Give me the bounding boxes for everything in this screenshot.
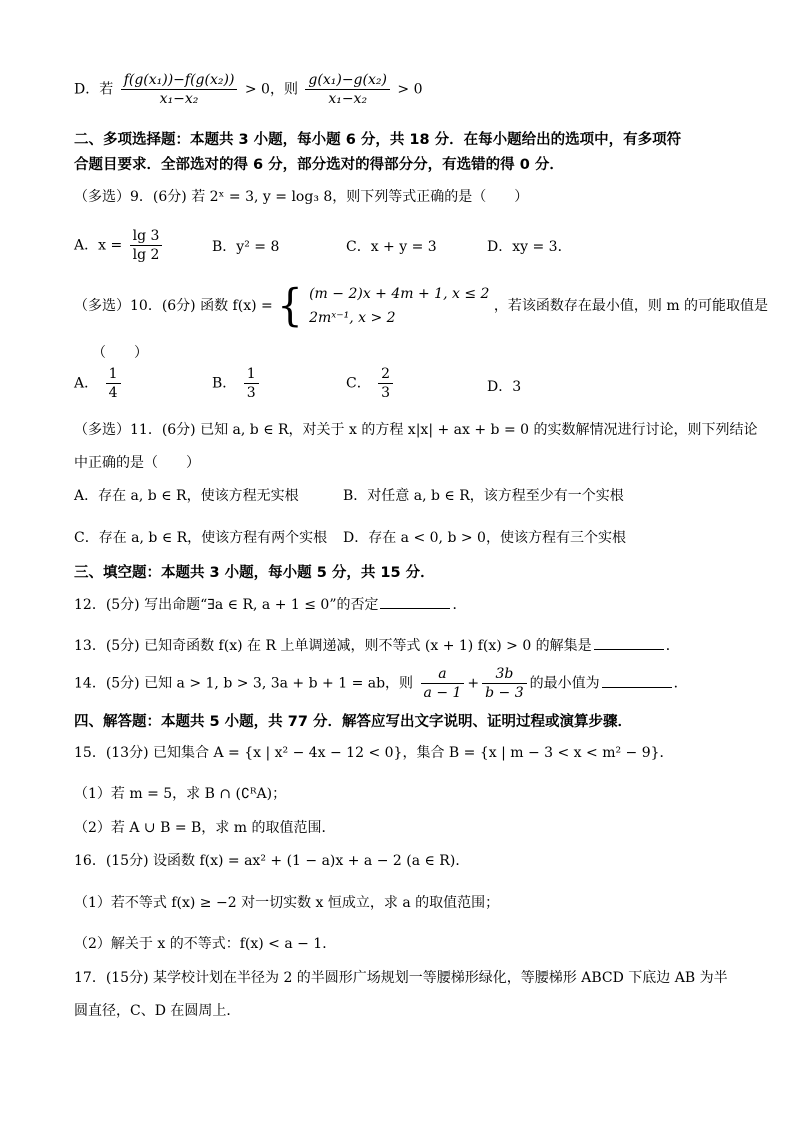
q11-option-a: A．存在 a, b ∈ R，使该方程无实根: [74, 488, 299, 504]
q11-stem-line2: 中正确的是（ ）: [74, 455, 200, 471]
piecewise-cases: (m − 2)x + 4m + 1, x ≤ 2 2mˣ⁻¹, x > 2: [309, 286, 490, 326]
answer-blank: [380, 608, 450, 609]
section3-heading: 三、填空题：本题共 3 小题，每小题 5 分，共 15 分．: [74, 565, 435, 581]
q10-option-a-fraction: $\frac{1}{4}$: [106, 366, 121, 401]
q15-part2: （2）若 A ∪ B = B，求 m 的取值范围．: [74, 820, 336, 836]
q8-fraction-left: $\frac{\text{f(g(x₁))−f(g(x₂))}}{\text{x₁−x₂}}$: [121, 72, 238, 107]
q11-option-c: C．存在 a, b ∈ R，使该方程有两个实根: [74, 530, 328, 546]
section2-heading-line2: 合题目要求．全部选对的得 6 分，部分选对的得部分分，有选错的得 0 分．: [74, 157, 564, 173]
q16-part2: （2）解关于 x 的不等式：f(x) < a − 1．: [74, 936, 337, 952]
q9-option-a-fraction: $\frac{\lg 3}{\lg 2}$: [130, 228, 163, 263]
q9-stem: （多选）9．(6分) 若 2ˣ = 3, y = log₃ 8，则下列等式正确的是（ ）: [74, 189, 529, 205]
q10-option-c-fraction: $\frac{2}{3}$: [378, 366, 393, 401]
answer-blank: [594, 649, 664, 650]
q11-option-b: B．对任意 a, b ∈ R，该方程至少有一个实根: [343, 488, 624, 504]
q16-stem: 16．(15分) 设函数 f(x) = ax² + (1 − a)x + a − 2 (a ∈ R)．: [74, 853, 470, 869]
q15-stem: 15．(13分) 已知集合 A = {x | x² − 4x − 12 < 0}，集合 B = {x | m − 3 < x < m² − 9}．: [74, 745, 674, 761]
q9-option-c: C．x + y = 3: [346, 239, 437, 255]
piecewise-brace: {: [277, 280, 303, 332]
q10-stem: （多选）10．(6分) 函数 f(x) = { (m − 2)x + 4m + 1, x ≤ 2 2mˣ⁻¹, x > 2 ，若该函数存在最小值，则 m 的可能取值是: [74, 280, 769, 332]
q14-fraction-1: $\frac{a}{a - 1}$: [421, 666, 465, 701]
q13: 13．(5分) 已知奇函数 f(x) 在 R 上单调递减，则不等式 (x + 1) f(x) > 0 的解集是 ．: [74, 638, 680, 654]
q12: 12．(5分) 写出命题“∃a ∈ R, a + 1 ≤ 0”的否定 ．: [74, 597, 467, 613]
q15-part1: （1）若 m = 5，求 B ∩ (∁ᴿA)；: [74, 786, 287, 802]
q10-paren: （ ）: [92, 345, 148, 361]
q9-option-a: A．x = $\frac{\lg 3}{\lg 2}$: [74, 228, 165, 263]
section4-heading: 四、解答题：本题共 5 小题，共 77 分．解答应写出文字说明、证明过程或演算步骤．: [74, 714, 632, 730]
q14: 14．(5分) 已知 a > 1, b > 3, 3a + b + 1 = ab，则 $\frac{a}{a - 1}$ + $\frac{3b}{b - 3}$ 的最小值为 ．: [74, 666, 688, 701]
q8-fraction-right: $\frac{\text{g(x₁)−g(x₂)}}{\text{x₁−x₂}}$: [305, 72, 390, 107]
q9-option-d: D．xy = 3．: [487, 239, 572, 255]
answer-blank: [602, 687, 672, 688]
q10-option-b-fraction: $\frac{1}{3}$: [244, 366, 259, 401]
q17-stem-line1: 17．(15分) 某学校计划在半径为 2 的半圆形广场规划一等腰梯形绿化，等腰梯形 ABCD 下底边 AB 为半: [74, 970, 728, 986]
q10-option-b: B． $\frac{1}{3}$: [212, 366, 262, 401]
q10-option-c: C． $\frac{2}{3}$: [346, 366, 396, 401]
q11-stem-line1: （多选）11．(6分) 已知 a, b ∈ R，对关于 x 的方程 x|x| + ax + b = 0 的实数解情况进行讨论，则下列结论: [74, 422, 758, 438]
section2-heading-line1: 二、多项选择题：本题共 3 小题，每小题 6 分，共 18 分．在每小题给出的选项中，有多项符: [74, 132, 682, 148]
q16-part1: （1）若不等式 f(x) ≥ −2 对一切实数 x 恒成立，求 a 的取值范围；: [74, 895, 500, 911]
q10-option-d: D．3: [487, 379, 522, 395]
q9-option-b: B．y² = 8: [212, 239, 280, 255]
q14-fraction-2: $\frac{3b}{b - 3}$: [482, 666, 527, 701]
q17-stem-line2: 圆直径，C、D 在圆周上．: [74, 1003, 241, 1019]
q11-option-d: D．存在 a < 0, b > 0，使该方程有三个实根: [343, 530, 626, 546]
q10-option-a: A． $\frac{1}{4}$: [74, 366, 124, 401]
q8-option-d: D．若 $\frac{\text{f(g(x₁))−f(g(x₂))}}{\text{x₁−x₂}}$ > 0，则 $\frac{\text{g(x₁)−g(x₂)}}{\text{x₁−x₂}}$ > 0: [74, 72, 423, 107]
